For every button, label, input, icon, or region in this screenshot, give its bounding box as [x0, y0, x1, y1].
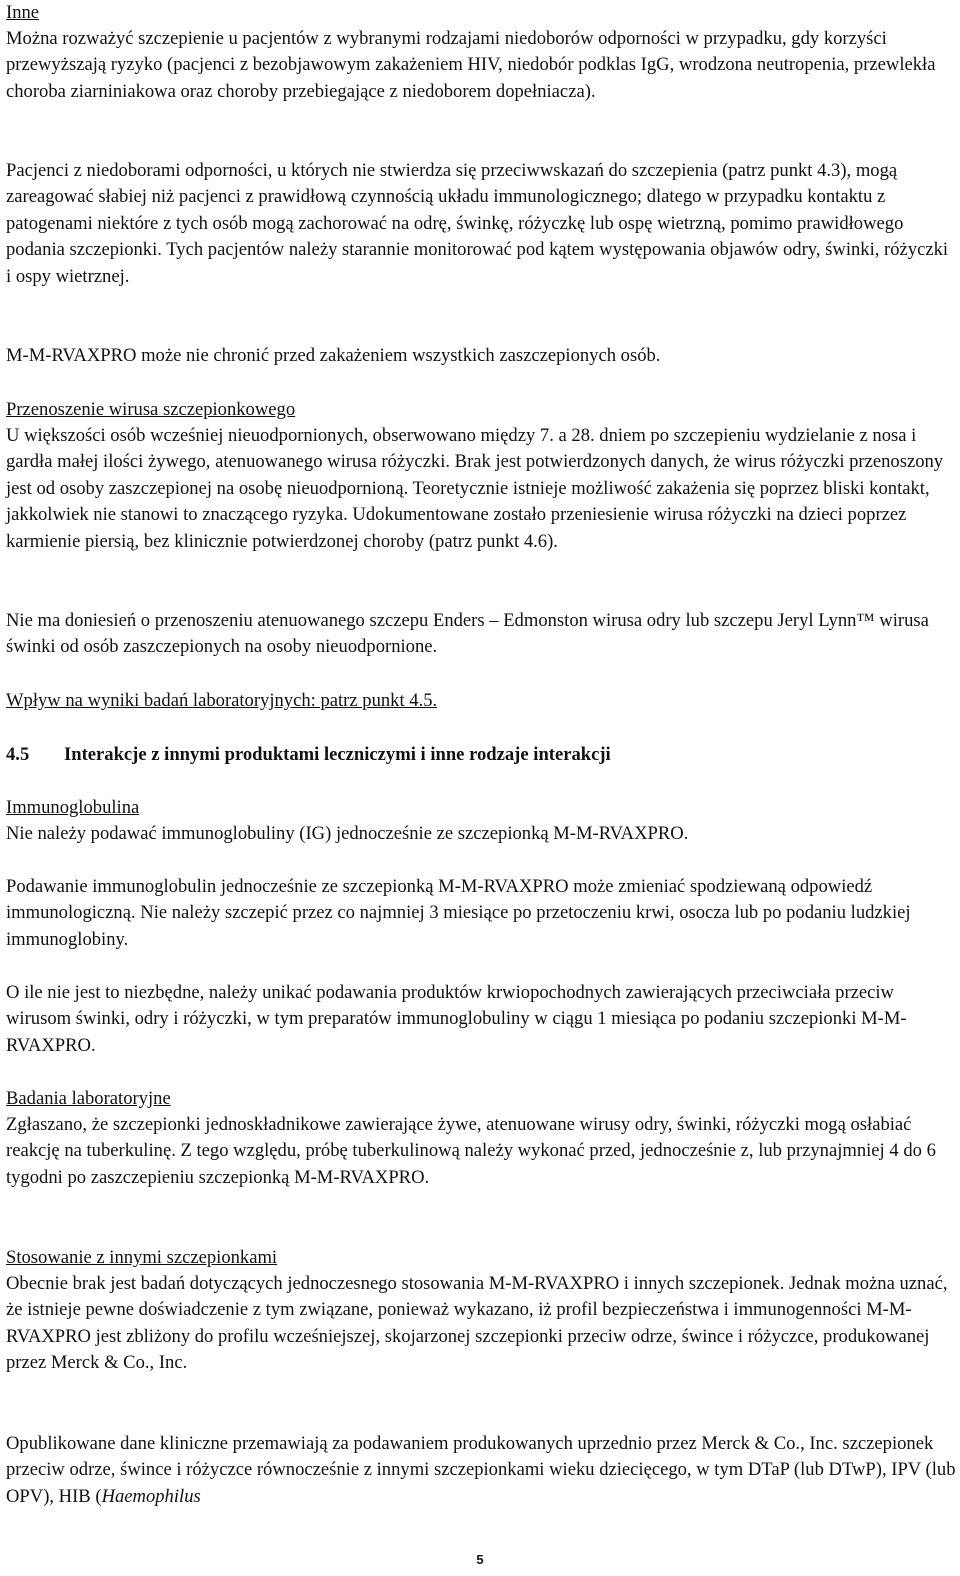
protection-paragraph: M-M-RVAXPRO może nie chronić przed zakażeniem wszystkich zaszczepionych osób. [6, 345, 661, 366]
inne-heading: Inne [6, 2, 40, 23]
lab-tests-heading: Badania laboratoryjne [6, 1088, 171, 1109]
other-vaccines-paragraph: Obecnie brak jest badań dotyczących jednoczesnego stosowania M-M-RVAXPRO i innych szczepionek. Jednak można uznać, że istnieje pewne doświadczenie z tym związane, ponieważ wykazano, iż profil bezpieczeństwa i immunogenności M-M-RVAXPRO jest zbliżony do profilu wcześniejszej, skojarzonej szczepionki przeciw odrze, śwince i różyczce, produkowanej przez Merck & Co., Inc. [6, 1273, 948, 1374]
section-heading [6, 742, 611, 768]
haemophilus-italic: Haemophilus [101, 1485, 201, 1507]
immunoglobulin-heading: Immunoglobulina [6, 797, 140, 818]
immunodeficiency-paragraph: Pacjenci z niedoborami odporności, u których nie stwierdza się przeciwwskazań do szczepienia (patrz punkt 4.3), mogą zareagować słabiej niż pacjenci z prawidłową czynnością układu immunologicznego; dlatego w przypadku kontaktu z patogenami niektóre z tych osób mogą zachorować na odrę, świnkę, różyczkę lub ospę wietrzną, pomimo prawidłowego podania szczepionki. Tych pacjentów należy starannie monitorować pod kątem występowania objawów odry, świnki, różyczki i ospy wietrznej. [6, 160, 949, 287]
published-data-paragraph [6, 1431, 956, 1510]
immunoglobulin-paragraph-1: Nie należy podawać immunoglobuliny (IG) jednocześnie ze szczepionką M-M-RVAXPRO. [6, 823, 689, 844]
transmission-paragraph: U większości osób wcześniej nieuodpornionych, obserwowano między 7. a 28. dniem po szczepieniu wydzielanie z nosa i gardła małej ilości żywego, atenuowanego wirusa różyczki. Brak jest potwierdzonych danych, że wirus różyczki przenoszony jest od osoby zaszczepionej na osobę nieuodpornioną. Teoretycznie istnieje możliwość zakażenia się poprzez bliski kontakt, jakkolwiek nie stanowi to znaczącego ryzyka. Udokumentowane zostało przeniesienie wirusa różyczki na dzieci poprzez karmienie piersią, bez klinicznie potwierdzonej choroby (patrz punkt 4.6). [6, 425, 944, 552]
lab-tests-paragraph: Zgłaszano, że szczepionki jednoskładnikowe zawierające żywe, atenuowane wirusy odry, świnki, różyczki mogą osłabiać reakcję na tuberkulinę. Z tego względu, próbę tuberkulinową należy wykonać przed, jednocześnie z, lub przynajmniej 4 do 6 tygodni po zaszczepieniu szczepionką M-M-RVAXPRO. [6, 1114, 936, 1188]
section-title: Interakcje z innymi produktami leczniczymi i inne rodzaje interakcji [64, 744, 611, 765]
transmission-heading: Przenoszenie wirusa szczepionkowego [6, 399, 296, 420]
inne-paragraph: Można rozważyć szczepienie u pacjentów z wybranymi rodzajami niedoborów odporności w przypadku, gdy korzyści przewyższają ryzyko (pacjenci z bezobjawowym zakażeniem HIV, niedobór podklas IgG, wrodzona neutropenia, przewlekła choroba ziarniniakowa oraz choroby przebiegające z niedoborem dopełniacza). [6, 28, 936, 102]
section-number: 4.5 [6, 744, 30, 765]
immunoglobulin-paragraph-2: Podawanie immunoglobulin jednocześnie ze szczepionką M-M-RVAXPRO może zmieniać spodziewaną odpowiedź immunologiczną. Nie należy szczepić przez co najmniej 3 miesiące po przetoczeniu krwi, osocza lub po podaniu ludzkiej immunoglobiny. [6, 876, 911, 950]
enders-paragraph: Nie ma doniesień o przenoszeniu atenuowanego szczepu Enders – Edmonston wirusa odry lub szczepu Jeryl Lynn™ wirusa świnki od osób zaszczepionych na osoby nieuodpornione. [6, 610, 929, 658]
immunoglobulin-paragraph-3: O ile nie jest to niezbędne, należy unikać podawania produktów krwiopochodnych zawierających przeciwciała przeciw wirusom świnki, odry i różyczki, w tym preparatów immunoglobuliny w ciągu 1 miesiąca po podaniu szczepionki M-M-RVAXPRO. [6, 982, 907, 1056]
page-number: 5 [476, 1552, 484, 1567]
lab-effect-link[interactable]: Wpływ na wyniki badań laboratoryjnych: patrz punkt 4.5. [6, 690, 438, 711]
published-data-text: Opublikowane dane kliniczne przemawiają za podawaniem produkowanych uprzednio przez Merck & Co., Inc. szczepionek przeciw odrze, śwince i różyczce równocześnie z innymi szczepionkami wieku dziecięcego, w tym DTaP (lub DTwP), IPV (lub OPV), HIB ( [6, 1433, 956, 1507]
other-vaccines-heading: Stosowanie z innymi szczepionkami [6, 1247, 278, 1268]
